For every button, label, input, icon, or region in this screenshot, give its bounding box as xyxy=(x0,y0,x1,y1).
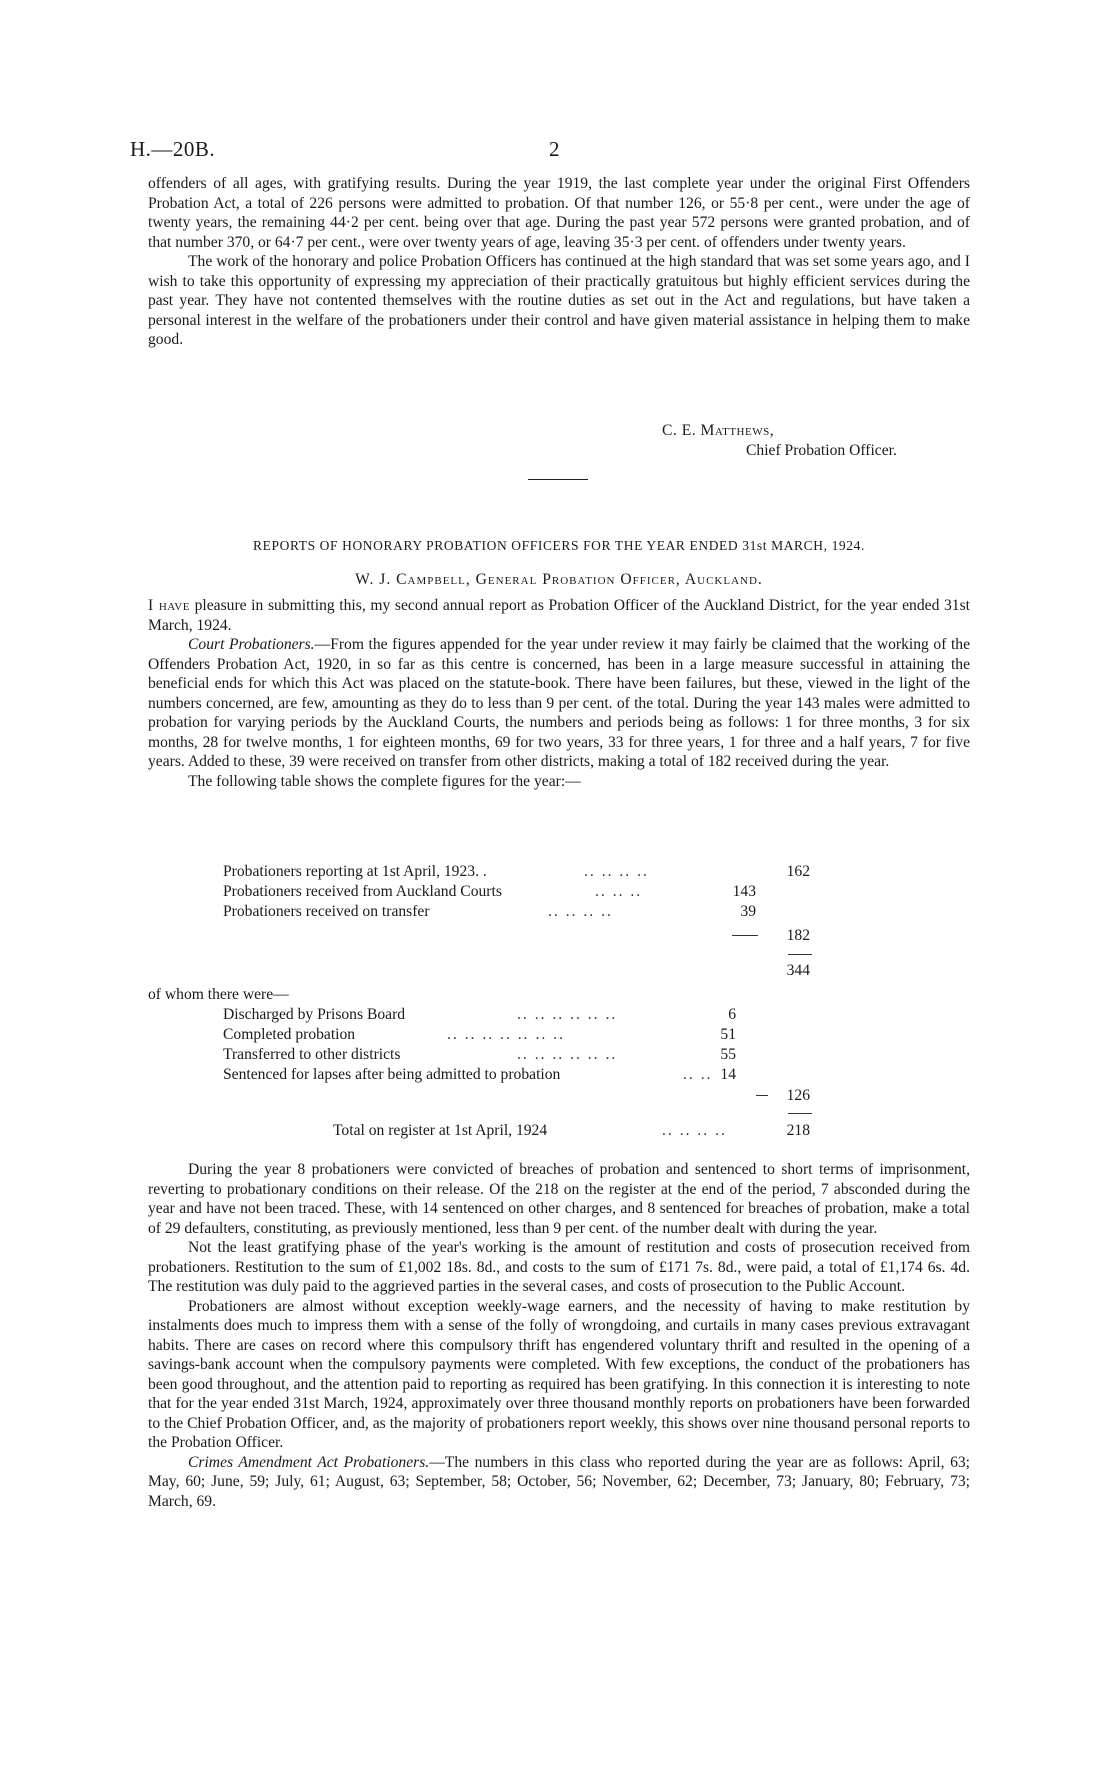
row-value: 39 xyxy=(740,903,756,920)
after-table-text xyxy=(148,1160,970,1511)
total-label: Total on register at 1st April, 1924 xyxy=(333,1122,548,1139)
intro-paragraph-1: offenders of all ages, with gratifying results. During the year 1919, the last complete year under the original First Offenders Probation Act, a total of 226 persons were admitted to probation. Of that number 126, or 55·8 per cent., were under the age of twenty years, the remaining 44·2 per cent. being over that age. During the past year 572 persons were granted probation, and of that number 370, or 64·7 per cent., were over twenty years of age, leaving 35·3 per cent. of offenders under twenty years. xyxy=(148,175,970,251)
row-value: 55 xyxy=(720,1046,736,1063)
sum-line xyxy=(732,935,758,936)
row-leaders: .. .. .. .. .. .. xyxy=(517,1006,618,1023)
sum-line xyxy=(788,954,812,955)
row-label: Sentenced for lapses after being admitted to probation xyxy=(223,1066,561,1083)
after-paragraph-3: Probationers are almost without exception weekly-wage earners, and the necessity of having to make restitution by instalments does much to impress them with a sense of the folly of wrongdoing, and curtails in many cases previous extravagant habits. There are cases on record where this compulsory thrift has engendered voluntary thrift and resulted in the opening of a savings-bank account when the compulsory payments were completed. With few exceptions, the conduct of the probationers has been good throughout, and the attention paid to reporting as required has been gratifying. In this connection it is interesting to note that for the year ended 31st March, 1924, approximately over three thousand monthly reports on probationers have been forwarded to the Chief Probation Officer, and, as the majority of probationers report weekly, this shows over nine thousand personal reports to the Probation Officer. xyxy=(148,1297,970,1451)
grand-total: 344 xyxy=(786,962,810,979)
sum-line xyxy=(788,1113,812,1114)
figures-table xyxy=(148,0,970,1780)
row-label: Probationers received from Auckland Courts xyxy=(223,883,502,900)
row-leaders: .. .. .. xyxy=(595,883,643,900)
subtotal-out: 126 xyxy=(786,1087,810,1104)
crimes-amendment-paragraph xyxy=(148,1453,970,1512)
opening-lead: I have xyxy=(148,597,190,614)
row-value: 14 xyxy=(720,1066,736,1083)
table-intro: The following table shows the complete figures for the year:— xyxy=(188,772,581,790)
subtotal-received: 182 xyxy=(786,927,810,944)
total-value: 218 xyxy=(786,1122,810,1139)
court-text: —From the figures appended for the year under review it may fairly be claimed that the working of the Offenders Probation Act, 1920, in so far as this centre is concerned, has been in a large measure successful in attaining the beneficial ends for which this Act was placed on the statute-book. There have been failures, but these, viewed in the light of the numbers concerned, are few, amounting as they do to less than 9 per cent. of the total. During the year 143 males were admitted to probation for varying periods by the Auckland Courts, the numbers and periods being as follows: 1 for three months, 3 for six months, 28 for twelve months, 1 for eighteen months, 69 for two years, 33 for three years, 1 for three and a half years, 7 for five years. Added to these, 39 were received on transfer from other districts, making a total of 182 received during the year. xyxy=(148,636,970,770)
report-subtitle: W. J. Campbell, General Probation Officer, Auckland. xyxy=(355,571,763,588)
row-label: Completed probation xyxy=(223,1026,356,1043)
row-leaders: .. .. xyxy=(683,1066,713,1083)
row-leaders: .. .. .. .. xyxy=(584,863,649,880)
page-number: 2 xyxy=(549,137,560,161)
row-value: 6 xyxy=(728,1006,736,1023)
sum-line xyxy=(756,1095,768,1096)
row-leaders: .. .. .. .. .. .. xyxy=(517,1046,618,1063)
court-heading: Court Probationers. xyxy=(188,636,315,653)
intro-paragraph-2: The work of the honorary and police Probation Officers has continued at the high standard that was set some years ago, and I wish to take this opportunity of expressing my appreciation of their practically gratuitous but highly efficient services during the past year. They have not contented themselves with the routine duties as set out in the Act and regulations, but have taken a personal interest in the welfare of the probationers under their control and have given material assistance in helping them to make good. xyxy=(148,253,970,348)
page-reference: H.—20B. xyxy=(130,137,216,161)
crimes-heading: Crimes Amendment Act Probationers. xyxy=(188,1453,430,1471)
after-paragraph-2: Not the least gratifying phase of the year's working is the amount of restitution and costs of prosecution received from probationers. Restitution to the sum of £1,002 18s. 8d., and costs to the sum of £171 7s. 8d., were paid, a total of £1,174 6s. 4d. The restitution was duly paid to the aggrieved parties in the several cases, and costs of prosecution to the Public Account. xyxy=(148,1239,970,1295)
of-whom-label: of whom there were— xyxy=(148,986,289,1003)
after-paragraph-1: During the year 8 probationers were convicted of breaches of probation and sentenced to short terms of imprisonment, reverting to probationary conditions on their release. Of the 218 on the register at the end of the period, 7 absconded during the year and have not been traced. These, with 14 sentenced on other charges, and 8 sentenced for breaches of probation, make a total of 29 defaulters, constituting, as previously mentioned, less than 9 per cent. of the number dealt with during the year. xyxy=(148,1161,970,1237)
row-value: 143 xyxy=(732,883,756,900)
row-label: Probationers received on transfer xyxy=(223,903,430,920)
row-value: 51 xyxy=(720,1026,736,1043)
signature-name: C. E. Matthews, xyxy=(662,422,775,439)
row-label: Discharged by Prisons Board xyxy=(223,1006,406,1023)
row-label: Transferred to other districts xyxy=(223,1046,401,1063)
row-total: 162 xyxy=(786,863,810,880)
row-leaders: .. .. .. .. xyxy=(662,1122,727,1139)
signature-title: Chief Probation Officer. xyxy=(746,442,897,459)
report-title: REPORTS OF HONORARY PROBATION OFFICERS FOR THE YEAR ENDED 31st MARCH, 1924. xyxy=(253,538,865,553)
crimes-text: —The numbers in this class who reported during the year are as follows: April, 63; May, 60; June, 59; July, 61; August, 63; September, 58; October, 56; November, 62; December, 73; January, 80; February, 73; March, 69. xyxy=(148,1453,971,1510)
opening-rest: pleasure in submitting this, my second annual report as Probation Officer of the Auckland District, for the year ended 31st March, 1924. xyxy=(148,597,970,634)
row-label: Probationers reporting at 1st April, 1923. . xyxy=(223,863,487,880)
row-leaders: .. .. .. .. .. .. .. xyxy=(447,1026,565,1043)
row-leaders: .. .. .. .. xyxy=(548,903,613,920)
